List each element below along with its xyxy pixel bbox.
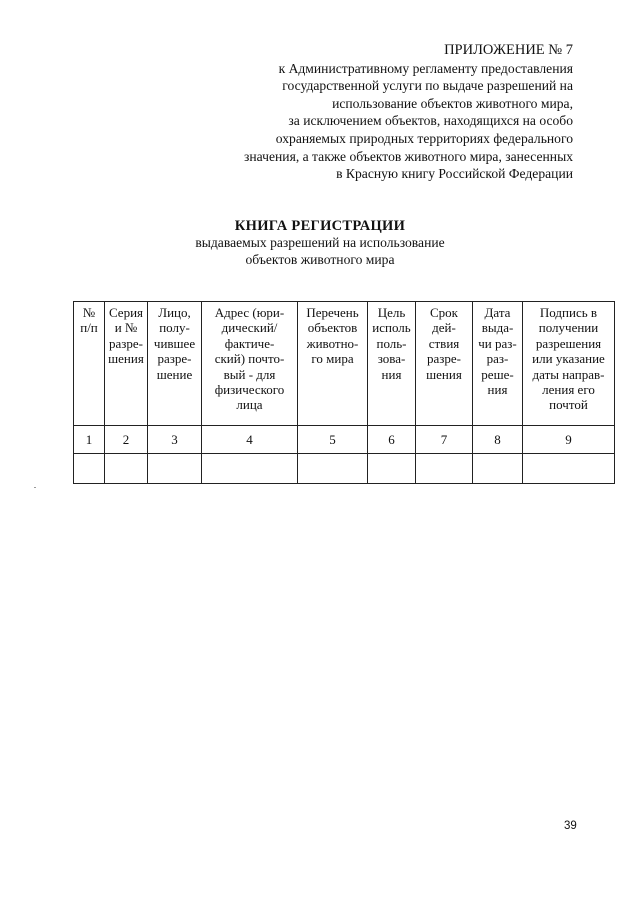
appendix-line: за исключением объектов, находящихся на особо (288, 113, 573, 129)
appendix-line: государственной услуги по выдаче разрешений на (282, 78, 573, 94)
header-cell-objects: Перечень объектов животно- го мира (298, 302, 368, 426)
header-cell-validity: Срок дей- ствия разре- шения (416, 302, 473, 426)
empty-cell (523, 454, 615, 484)
page-number: 39 (564, 820, 577, 832)
column-number-cell: 9 (523, 426, 615, 454)
empty-cell (416, 454, 473, 484)
empty-cell (105, 454, 148, 484)
header-cell-signature: Подпись в получении разрешения или указание даты направ- ления его почтой (523, 302, 615, 426)
header-cell-address: Адрес (юри- дический/ фактиче- ский) почто- вый - для физического лица (202, 302, 298, 426)
document-subtitle-line: выдаваемых разрешений на использование (195, 235, 445, 250)
appendix-line: значения, а также объектов животного мира, занесенных (244, 148, 573, 164)
header-cell-issue-date: Дата выда- чи раз- раз- реше- ния (473, 302, 523, 426)
appendix-line: охраняемых природных территориях федерального (275, 130, 573, 146)
column-number-cell: 1 (74, 426, 105, 454)
header-cell-purpose: Цель исполь поль- зова- ния (368, 302, 416, 426)
empty-cell (148, 454, 202, 484)
table-empty-row (74, 454, 615, 484)
empty-cell (202, 454, 298, 484)
appendix-line: к Административному регламенту предоставления (278, 60, 573, 76)
appendix-header (153, 42, 573, 183)
document-title: КНИГА РЕГИСТРАЦИИ (234, 218, 406, 234)
header-cell-series: Серия и № разре- шения (105, 302, 148, 426)
appendix-line: в Красную книгу Российской Федерации (336, 166, 573, 182)
scan-speck (34, 487, 36, 488)
table-number-row (74, 426, 615, 454)
column-number-cell: 2 (105, 426, 148, 454)
column-number-cell: 7 (416, 426, 473, 454)
column-number-cell: 3 (148, 426, 202, 454)
header-cell-recipient: Лицо, полу- чившее разре- шение (148, 302, 202, 426)
column-number-cell: 6 (368, 426, 416, 454)
column-number-cell: 5 (298, 426, 368, 454)
appendix-line: использование объектов животного мира, (332, 95, 573, 111)
empty-cell (473, 454, 523, 484)
table-header-row (74, 302, 615, 426)
document-title-block (0, 217, 640, 268)
empty-cell (74, 454, 105, 484)
appendix-heading: ПРИЛОЖЕНИЕ № 7 (444, 42, 573, 58)
document-subtitle-line: объектов животного мира (245, 251, 395, 267)
registration-table (73, 301, 615, 484)
header-cell-number: № п/п (74, 302, 105, 426)
column-number-cell: 4 (202, 426, 298, 454)
empty-cell (298, 454, 368, 484)
empty-cell (368, 454, 416, 484)
column-number-cell: 8 (473, 426, 523, 454)
